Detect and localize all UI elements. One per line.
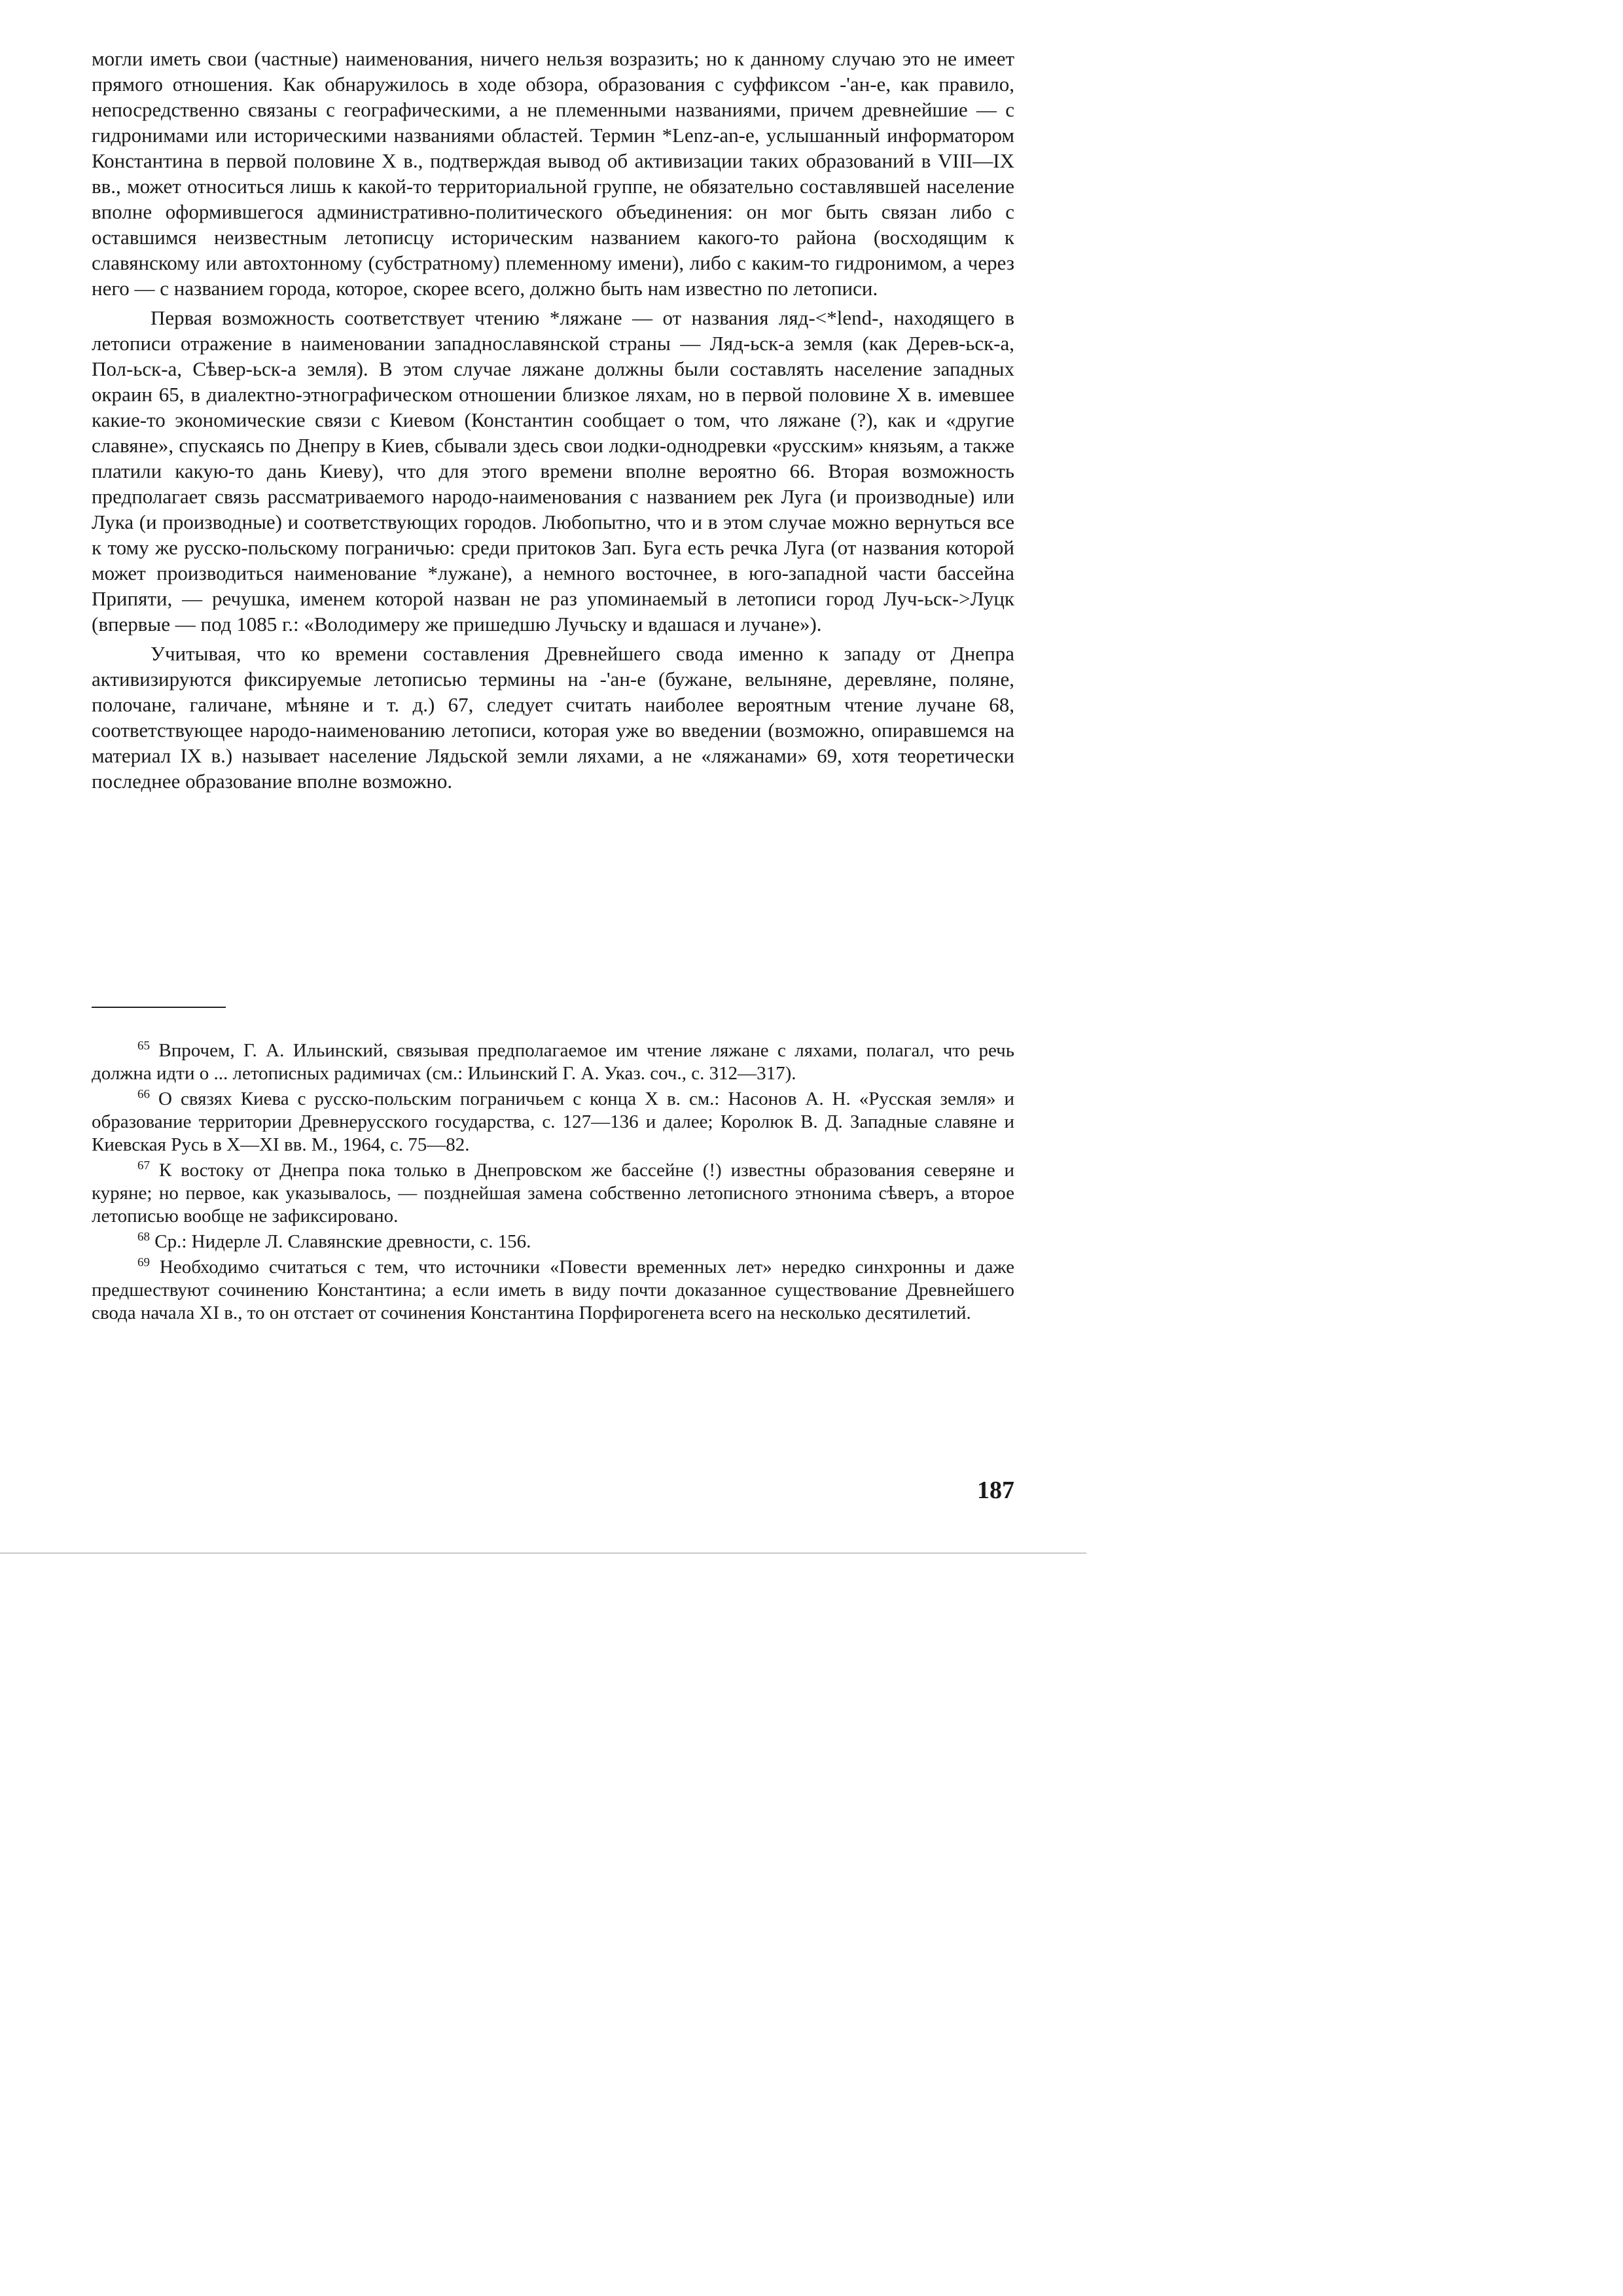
footnote-number: 69 [137,1255,150,1270]
paragraph-3: Учитывая, что ко времени составления Древнейшего свода именно к западу от Днепра активизируются фиксируемые летописью термины на -'ан-е (бужане, велыняне, деревляне, поляне, полочане, галичане, мѣняне и т. д.) 67, следует считать наиболее вероятным чтение лучане 68, соответствующее народо-наименованию летописи, которая уже во введении (возможно, опиравшемся на материал IX в.) называет население Лядьской земли ляхами, а не «ляжанами» 69, хотя теоретически последнее образование вполне возможно. [92,642,1014,793]
footnote-69 [92,1256,1014,1325]
paragraph-2: Первая возможность соответствует чтению *ляжане — от названия ляд-<*lend-, находящего в летописи отражение в наименовании западнославянской страны — Ляд-ьск-а земля (как Дерев-ьск-а, Пол-ьск-а, Сѣвер-ьск-а земля). В этом случае ляжане должны были составлять население западных окраин 65, в диалектно-этнографическом отношении близкое ляхам, но в первой половине X в. имевшее какие-то экономические связи с Киевом (Константин сообщает о том, что ляжане (?), как и «другие славяне», спускаясь по Днепру в Киев, сбывали здесь свои лодки-однодревки «русским» князьям, а также платили какую-то дань Киеву), что для этого времени вполне вероятно 66. Вторая возможность предполагает связь рассматриваемого народо-наименования с названием рек Луга (и производные) или Лука (и производные) и соответствующих городов. Любопытно, что и в этом случае можно вернуться все к тому же русско-польскому пограничью: среди притоков Зап. Буга есть речка Луга (от названия которой может производиться наименование *лужане), а немного восточнее, в юго-западной части бассейна Припяти, — речушка, именем которой назван не раз упоминаемый в летописи город Луч-ьск->Луцк (впервые — под 1085 г.: «Володимеру же пришедшю Лучьску и вдашася и лучане»). [92,306,1014,636]
footnote-text: Ср.: Нидерле Л. Славянские древности, с. 156. [154,1231,531,1252]
footnote-text: К востоку от Днепра пока только в Днепровском же бассейне (!) известны образования северяне и куряне; но первое, как указывалось, — позднейшая замена собственно летописного этнонима сѣверъ, а второе летописью вообще не зафиксировано. [92,1160,1015,1227]
footnote-number: 65 [137,1039,150,1053]
footnote-text: О связях Киева с русско-польским пограничьем с конца X в. см.: Насонов А. Н. «Русская земля» и образование территории Древнерусского государства, с. 127—136 и далее; Королюк В. Д. Западные славяне и Киевская Русь в X—XI вв. М., 1964, с. 75—82. [92,1088,1015,1155]
footnotes [92,1039,1014,1327]
footnote-number: 68 [137,1230,150,1244]
footnote-number: 66 [137,1087,150,1102]
page-number: 187 [977,1477,1014,1504]
scan-edge-line [0,1552,1086,1554]
footnote-text: Впрочем, Г. А. Ильинский, связывая предполагаемое им чтение ляжане с ляхами, полагал, что речь должна идти о ... летописных радимичах (см.: Ильинский Г. А. Указ. соч., с. 312—317). [92,1040,1014,1084]
footnote-66 [92,1088,1014,1157]
footnote-68 [92,1230,1014,1253]
footnote-number: 67 [137,1158,150,1173]
footnote-text: Необходимо считаться с тем, что источники «Повести временных лет» нередко синхронны и даже предшествуют сочинению Константина; а если иметь в виду почти доказанное существование Древнейшего свода начала XI в., то он отстает от сочинения Константина Порфирогенета всего на несколько десятилетий. [92,1257,1014,1323]
paragraph-1: могли иметь свои (частные) наименования, ничего нельзя возразить; но к данному случаю это не имеет прямого отношения. Как обнаружилось в ходе обзора, образования с суффиксом -'ан-е, как правило, непосредственно связаны с географическими, а не племенными названиями, причем древнейшие — с гидронимами или историческими названиями областей. Термин *Lenz-an-e, услышанный информатором Константина в первой половине X в., подтверждая вывод об активизации таких образований в VIII—IX вв., может относиться лишь к какой-то территориальной группе, не обязательно составлявшей население вполне оформившегося административно-политического объединения: он мог быть связан либо с оставшимся неизвестным летописцу историческим названием какого-то района (восходящим к славянскому или автохтонному (субстратному) племенному имени), либо с каким-то гидронимом, а через него — с названием города, которое, скорее всего, должно быть нам известно по летописи. [92,47,1014,300]
main-text [92,46,1014,798]
footnote-separator [92,1007,226,1008]
footnote-65 [92,1039,1014,1085]
footnote-67 [92,1159,1014,1228]
